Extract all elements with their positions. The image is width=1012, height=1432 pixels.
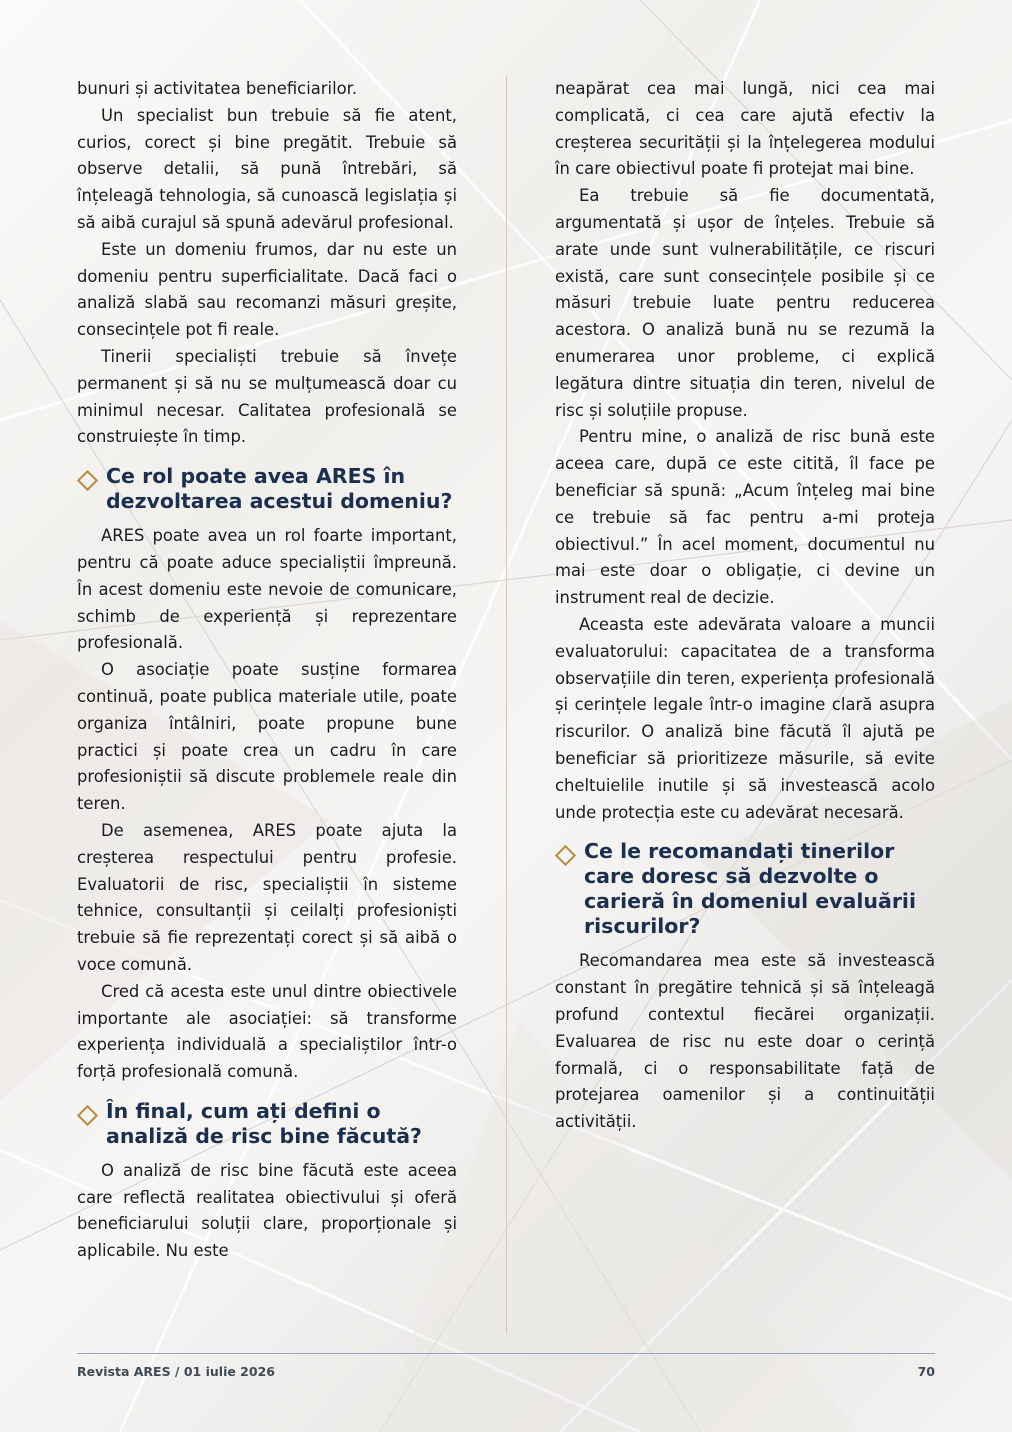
- body-paragraph: Un specialist bun trebuie să fie atent, curios, corect și bine pregătit. Trebuie să observe detalii, să pună întrebări, să înțeleagă tehnologia, să cunoască legislația și să aibă curajul să spună adevărul profesional.: [77, 105, 457, 232]
- section-heading: [77, 1099, 457, 1149]
- body-paragraph: ARES poate avea un rol foarte important, pentru că poate aduce specialiștii împreună. În acest domeniu este nevoie de comunicare, schimb de experiență și reprezentare profesională.: [77, 526, 457, 653]
- body-paragraph: O analiză de risc bine făcută este aceea care reflectă realitatea obiectivului și oferă beneficiarului soluții clare, proporționale și aplicabile. Nu este: [77, 1160, 457, 1261]
- section-heading-text: Ce rol poate avea ARES în dezvoltarea acestui domeniu?: [106, 464, 453, 514]
- body-paragraph: Pentru mine, o analiză de risc bună este aceea care, după ce este citită, îl face pe beneficiar să spună: „Acum înțeleg mai bine ce trebuie să fac pentru a-mi proteja obiectivul.” În acel moment, documentul nu mai este doar o obligație, ci devine un instrument real de decizie.: [555, 427, 935, 608]
- column-divider: [506, 76, 507, 1334]
- section-heading: [555, 839, 935, 939]
- body-paragraph: Aceasta este adevărata valoare a muncii evaluatorului: capacitatea de a transforma observațiile din teren, experiența profesională și cerințele legale într-o imagine clară asupra riscurilor. O analiză bine făcută îl ajută pe beneficiar să prioritizeze măsurile, să evite cheltuielile inutile și să investească acolo unde protecția este cu adevărat necesară.: [555, 614, 935, 822]
- body-paragraph: Ea trebuie să fie documentată, argumentată și ușor de înțeles. Trebuie să arate unde sunt vulnerabilitățile, ce riscuri există, care sunt consecințele posibile și ce măsuri trebuie luate pentru reducerea acestora. O analiză bună nu se rezumă la enumerarea unor probleme, ci explică legătura dintre situația din teren, nivelul de risc și soluțiile propuse.: [555, 186, 935, 420]
- body-paragraph: neapărat cea mai lungă, nici cea mai complicată, ci cea care ajută efectiv la creșterea securității și la înțelegerea modului în care obiectivul poate fi protejat mai bine.: [555, 79, 935, 179]
- footer-publication: Revista ARES / 01 iulie 2026: [77, 1364, 275, 1379]
- body-paragraph: bunuri și activitatea beneficiarilor.: [77, 79, 358, 98]
- section-heading-text: Ce le recomandați tinerilor care doresc să dezvolte o carieră în domeniul evaluării riscurilor?: [584, 839, 916, 939]
- body-paragraph: Recomandarea mea este să investească constant în pregătire tehnică și să înțeleagă profund contextul fiecărei organizații. Evaluarea de risc nu este doar o cerință formală, ci o responsabilitate față de protejarea oamenilor și a continuității activității.: [555, 951, 935, 1132]
- page-number: 70: [917, 1364, 935, 1379]
- body-paragraph: O asociație poate susține formarea continuă, poate publica materiale utile, poate organiza întâlniri, poate propune bune practici și poate crea un cadru în care profesioniștii să discute problemele reale din teren.: [77, 660, 457, 814]
- body-paragraph: De asemenea, ARES poate ajuta la creșterea respectului pentru profesie. Evaluatorii de risc, specialiștii în sisteme tehnice, consultanții și ceilalți profesioniști trebuie să fie reprezentați corect și să aibă o voce comună.: [77, 820, 457, 974]
- diamond-bullet-icon: [555, 845, 576, 866]
- left-column: [77, 76, 457, 1265]
- section-heading-text: În final, cum ați defini o analiză de risc bine făcută?: [106, 1098, 422, 1148]
- diamond-bullet-icon: [77, 1105, 98, 1126]
- section-heading: [77, 464, 457, 514]
- diamond-bullet-icon: [77, 470, 98, 491]
- right-column: [555, 76, 935, 1136]
- body-paragraph: Este un domeniu frumos, dar nu este un domeniu pentru superficialitate. Dacă faci o analiză slabă sau recomanzi măsuri greșite, consecințele pot fi reale.: [77, 239, 457, 340]
- body-paragraph: Tinerii specialiști trebuie să învețe permanent și să nu se mulțumească doar cu minimul necesar. Calitatea profesională se construiește în timp.: [77, 346, 457, 447]
- body-paragraph: Cred că acesta este unul dintre obiectivele importante ale asociației: să transforme experiența individuală a specialiștilor într-o forță profesională comună.: [77, 981, 457, 1082]
- footer-rule: [77, 1353, 935, 1354]
